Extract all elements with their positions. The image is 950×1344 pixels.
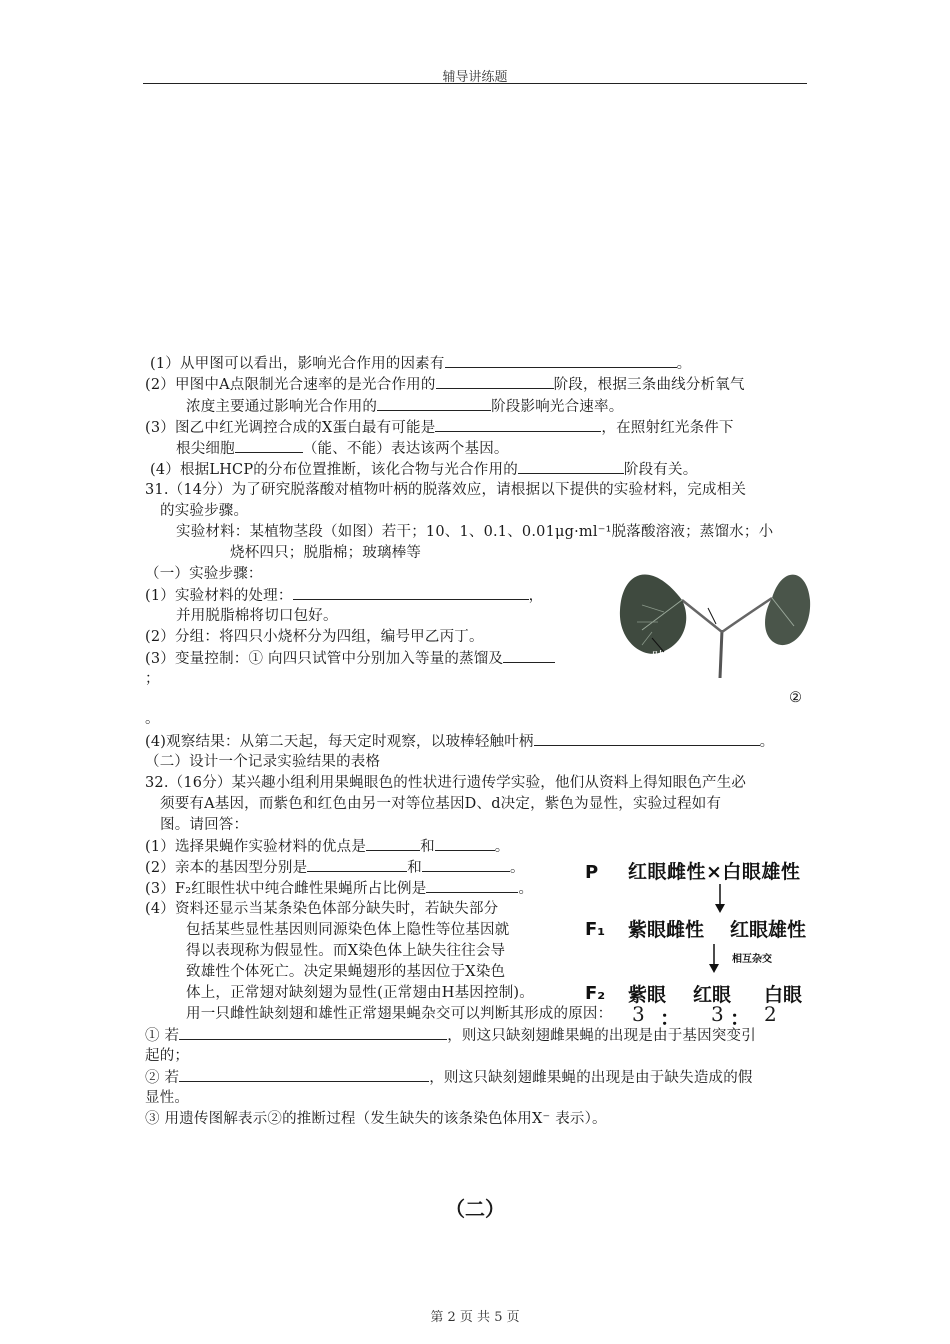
diagram-ratio-colon: ： (660, 1006, 680, 1030)
down-arrow-icon (712, 884, 728, 914)
plant-stem-figure (612, 560, 812, 678)
q31-line-3: 实验材料：某植物茎段（如图）若干；10、1、0.1、0.01μg·ml⁻¹脱落酸溶液；蒸馏水；小 (176, 524, 774, 540)
diagram-ratio-red: 3 (711, 1002, 724, 1026)
q31-line-12: 。 (145, 711, 160, 727)
answer-blank[interactable] (503, 648, 555, 663)
answer-blank[interactable] (422, 857, 510, 872)
answer-blank[interactable] (518, 459, 624, 474)
diagram-f2-red: 红眼 (693, 984, 732, 1006)
section-title: （二） (445, 1197, 505, 1221)
q31-line-7: 并用脱脂棉将切口包好。 (176, 608, 338, 624)
diagram-ratio-colon: ： (730, 1006, 750, 1030)
plant-stem-illustration (612, 560, 812, 678)
q32-line-2: 须要有A基因，而紫色和红色由另一对等位基因D、d决定，紫色为显性，实验过程如有 (160, 796, 722, 812)
q31-line-8: (2）分组：将四只小烧杯分为四组，编号甲乙丙丁。 (145, 629, 484, 645)
q30-line-6: (4）根据LHCP的分布位置推断，该化合物与光合作用的 阶段有关。 (150, 459, 697, 480)
diagram-intercross-label: 相互杂交 (732, 954, 772, 965)
answer-blank[interactable] (436, 374, 554, 389)
q32-line-16: 显性。 (145, 1090, 190, 1106)
q30-line-1: (1）从甲图可以看出，影响光合作用的因素有 。 (150, 353, 691, 374)
diagram-f1-male: 红眼雄性 (730, 919, 807, 941)
diagram-f2-label: F₂ (585, 983, 606, 1004)
answer-blank[interactable] (435, 417, 601, 432)
q32-line-1: 32.（16分）某兴趣小组利用果蝇眼色的性状进行遗传学实验，他们从资料上得知眼色产生必 (145, 775, 747, 791)
q31-line-10: ； (145, 671, 160, 687)
q30-line-4: (3）图乙中红光调控合成的X蛋白最有可能是 ，在照射红光条件下 (145, 417, 734, 438)
diagram-ratio-white: 2 (764, 1002, 777, 1026)
q31-line-6: (1）实验材料的处理： ， (145, 585, 543, 606)
answer-blank[interactable] (307, 857, 407, 872)
q32-line-6: (3）F₂红眼性状中纯合雌性果蝇所占比例是 。 (145, 878, 533, 899)
q31-line-1: 31.（14分）为了研究脱落酸对植物叶柄的脱落效应，请根据以下提供的实验材料，完成相关 (145, 482, 747, 498)
petiole-label: 叶柄 (704, 586, 731, 601)
answer-blank[interactable] (235, 438, 303, 453)
leaf-label: 叶片 (652, 650, 679, 665)
q31-line-13: (4)观察结果：从第二天起，每天定时观察，以玻棒轻触叶柄 。 (145, 731, 774, 752)
q31-line-11: ② (789, 690, 803, 706)
diagram-ratio-purple: 3 (632, 1002, 645, 1026)
q30-line-5: 根尖细胞 （能、不能）表达该两个基因。 (176, 438, 509, 459)
page-footer: 第 2 页 共 5 页 (430, 1310, 520, 1325)
q32-line-5: (2）亲本的基因型分别是 和 。 (145, 857, 525, 878)
q31-line-14: （二）设计一个记录实验结果的表格 (145, 754, 381, 770)
q32-line-3: 图。请回答： (160, 817, 249, 833)
q32-line-10: 致雄性个体死亡。决定果蝇翅形的基因位于X染色 (186, 964, 506, 980)
q31-line-4: 烧杯四只；脱脂棉；玻璃棒等 (230, 545, 422, 561)
answer-blank[interactable] (293, 585, 529, 600)
header-rule (143, 83, 807, 84)
answer-blank[interactable] (445, 353, 677, 368)
q32-line-11: 体上，正常翅对缺刻翅为显性(正常翅由H基因控制)。 (186, 985, 534, 1001)
page-header: 辅导讲练题 (442, 70, 508, 85)
diagram-f1-label: F₁ (585, 919, 606, 940)
q32-line-17: ③ 用遗传图解表示②的推断过程（发生缺失的该条染色体用X⁻ 表示）。 (145, 1111, 607, 1127)
diagram-p-cross: 红眼雌性×白眼雄性 (628, 861, 801, 883)
diagram-f2-white: 白眼 (764, 984, 803, 1006)
answer-blank[interactable] (435, 836, 495, 851)
q31-line-5: （一）实验步骤： (145, 566, 263, 582)
answer-blank[interactable] (534, 731, 760, 746)
down-arrow-icon (706, 944, 722, 974)
q30-line-2: (2）甲图中A点限制光合速率的是光合作用的 阶段，根据三条曲线分析氧气 (145, 374, 745, 395)
q32-line-14: 起的； (145, 1048, 190, 1064)
q30-line-3: 浓度主要通过影响光合作用的 阶段影响光合速率。 (186, 396, 623, 417)
q32-line-7: (4）资料还显示当某条染色体部分缺失时，若缺失部分 (145, 901, 499, 917)
answer-blank[interactable] (426, 878, 518, 893)
answer-blank[interactable] (366, 836, 420, 851)
diagram-f2-purple: 紫眼 (628, 984, 667, 1006)
diagram-p-label: P (585, 862, 599, 883)
answer-blank[interactable] (377, 396, 491, 411)
q32-line-15: ② 若 ，则这只缺刻翅雌果蝇的出现是由于缺失造成的假 (145, 1067, 753, 1088)
diagram-f1-female: 紫眼雌性 (628, 919, 705, 941)
q31-line-9: (3）变量控制：① 向四只试管中分别加入等量的蒸馏及 (145, 648, 555, 669)
answer-blank[interactable] (179, 1067, 429, 1082)
q32-line-12: 用一只雌性缺刻翅和雄性正常翅果蝇杂交可以判断其形成的原因： (186, 1006, 613, 1022)
q32-line-8: 包括某些显性基因则同源染色体上隐性等位基因就 (186, 922, 510, 938)
q32-line-13: ① 若 ，则这只缺刻翅雌果蝇的出现是由于基因突变引 (145, 1025, 756, 1046)
q32-line-4: (1）选择果蝇作实验材料的优点是 和 。 (145, 836, 510, 857)
q32-line-9: 得以表现称为假显性。而X染色体上缺失往往会导 (186, 943, 506, 959)
q31-line-2: 的实验步骤。 (160, 503, 249, 519)
answer-blank[interactable] (179, 1025, 447, 1040)
